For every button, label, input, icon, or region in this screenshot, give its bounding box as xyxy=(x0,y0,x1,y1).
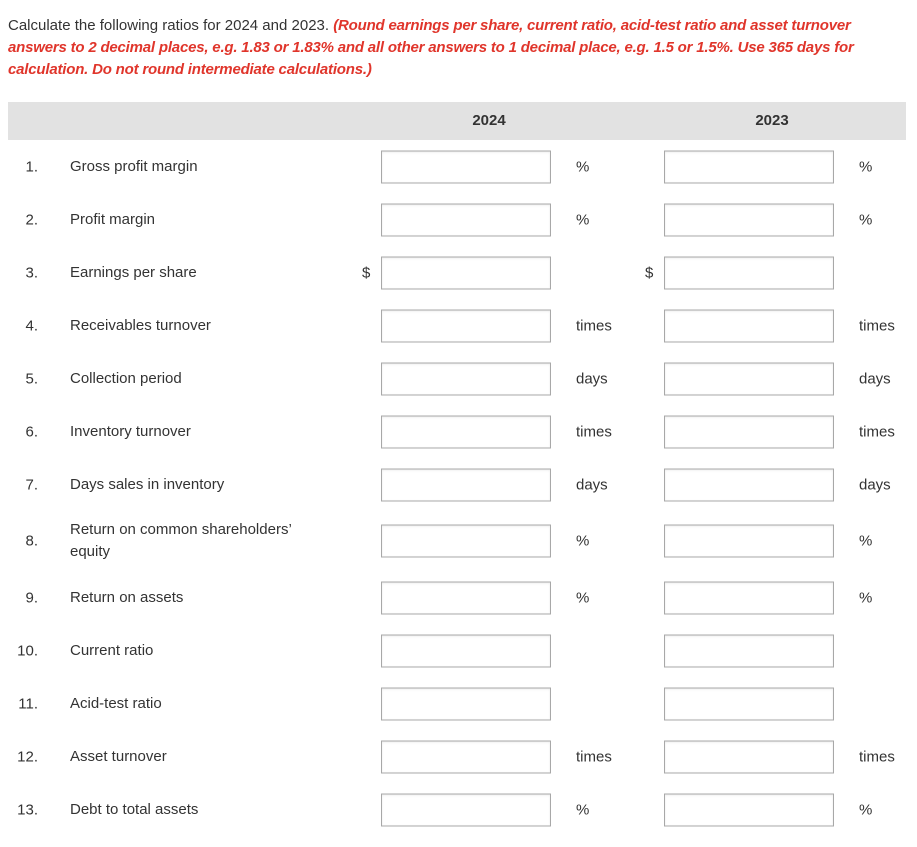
unit-label: % xyxy=(859,532,873,550)
row-number: 12. xyxy=(17,748,38,765)
acid-test-ratio-2023-input[interactable] xyxy=(664,687,834,720)
row-number: 6. xyxy=(25,423,38,440)
row-label: Collection period xyxy=(70,369,182,387)
unit-label: days xyxy=(576,476,608,493)
unit-label: % xyxy=(859,801,873,818)
unit-label: times xyxy=(576,748,612,765)
ratio-row-return-on-common-shareholders-equity xyxy=(0,511,917,571)
ratio-row-days-sales-in-inventory xyxy=(0,458,917,511)
row-number: 4. xyxy=(25,317,38,334)
profit-margin-2024-input[interactable] xyxy=(381,203,551,236)
earnings-per-share-2024-input[interactable] xyxy=(381,256,551,289)
ratio-row-receivables-turnover xyxy=(0,299,917,352)
row-label: Days sales in inventory xyxy=(70,475,225,493)
asset-turnover-2023-input[interactable] xyxy=(664,740,834,773)
unit-label: % xyxy=(576,532,590,550)
row-label: Return on common shareholders’ equity xyxy=(70,521,292,560)
ratio-row-asset-turnover xyxy=(0,730,917,783)
row-label: Gross profit margin xyxy=(70,157,198,175)
asset-turnover-2024-input[interactable] xyxy=(381,740,551,773)
days-sales-in-inventory-2023-input[interactable] xyxy=(664,468,834,501)
unit-label: % xyxy=(576,211,590,228)
row-label: Return on assets xyxy=(70,588,184,606)
ratio-row-profit-margin xyxy=(0,193,917,246)
receivables-turnover-2023-input[interactable] xyxy=(664,309,834,342)
unit-label: times xyxy=(576,317,612,334)
inventory-turnover-2024-input[interactable] xyxy=(381,415,551,448)
unit-label: times xyxy=(576,423,612,440)
collection-period-2023-input[interactable] xyxy=(664,362,834,395)
ratio-row-acid-test-ratio xyxy=(0,677,917,730)
unit-label: days xyxy=(859,370,891,387)
row-number: 2. xyxy=(25,211,38,228)
unit-label: % xyxy=(859,211,873,228)
ratio-row-inventory-turnover xyxy=(0,405,917,458)
inventory-turnover-2023-input[interactable] xyxy=(664,415,834,448)
dollar-sign: $ xyxy=(645,264,654,281)
ratio-row-return-on-assets xyxy=(0,571,917,624)
acid-test-ratio-2024-input[interactable] xyxy=(381,687,551,720)
row-label: Inventory turnover xyxy=(70,422,191,440)
ratio-row-earnings-per-share xyxy=(0,246,917,299)
unit-label: times xyxy=(859,748,895,765)
return-on-assets-2023-input[interactable] xyxy=(664,581,834,614)
row-label: Receivables turnover xyxy=(70,316,211,334)
row-label: Profit margin xyxy=(70,210,156,228)
ratio-row-collection-period xyxy=(0,352,917,405)
rounding-note: (Round earnings per share, current ratio, acid-test ratio and asset turnover answers to 2 decimal places, e.g. 1.83 or 1.83% and all other answers to 1 decimal place, e.g. 1.5 or 1.5%. Use 365 days for calculation. Do not round intermediate calculations.) xyxy=(8,17,854,78)
unit-label: times xyxy=(859,423,895,440)
instructions-text xyxy=(8,15,908,81)
row-label: Earnings per share xyxy=(70,263,197,281)
return-on-assets-2024-input[interactable] xyxy=(381,581,551,614)
column-header-2024: 2024 xyxy=(472,112,506,129)
ratio-row-gross-profit-margin xyxy=(0,140,917,193)
row-label: Asset turnover xyxy=(70,747,167,765)
unit-label: % xyxy=(859,589,873,606)
unit-label: days xyxy=(859,476,891,493)
unit-label: % xyxy=(576,158,590,175)
earnings-per-share-2023-input[interactable] xyxy=(664,256,834,289)
profit-margin-2023-input[interactable] xyxy=(664,203,834,236)
days-sales-in-inventory-2024-input[interactable] xyxy=(381,468,551,501)
row-number: 5. xyxy=(25,370,38,387)
collection-period-2024-input[interactable] xyxy=(381,362,551,395)
row-number: 11. xyxy=(18,695,38,712)
row-number: 8. xyxy=(25,532,38,550)
row-number: 7. xyxy=(25,476,38,493)
column-header-2023: 2023 xyxy=(755,112,789,129)
unit-label: times xyxy=(859,317,895,334)
debt-to-total-assets-2024-input[interactable] xyxy=(381,793,551,826)
row-label: Acid-test ratio xyxy=(70,694,162,712)
unit-label: days xyxy=(576,370,608,387)
row-number: 13. xyxy=(17,801,38,818)
row-number: 1. xyxy=(25,158,38,175)
gross-profit-margin-2023-input[interactable] xyxy=(664,150,834,183)
debt-to-total-assets-2023-input[interactable] xyxy=(664,793,834,826)
dollar-sign: $ xyxy=(362,264,371,281)
receivables-turnover-2024-input[interactable] xyxy=(381,309,551,342)
row-number: 10. xyxy=(17,642,38,659)
row-number: 3. xyxy=(25,264,38,281)
row-label: Current ratio xyxy=(70,641,154,659)
return-on-equity-2023-input[interactable] xyxy=(664,525,834,558)
unit-label: % xyxy=(576,801,590,818)
instructions-intro: Calculate the following ratios for 2024 and 2023. xyxy=(8,17,334,34)
row-label: Debt to total assets xyxy=(70,800,199,818)
return-on-equity-2024-input[interactable] xyxy=(381,525,551,558)
unit-label: % xyxy=(859,158,873,175)
row-number: 9. xyxy=(25,589,38,606)
ratio-row-debt-to-total-assets xyxy=(0,783,917,836)
current-ratio-2024-input[interactable] xyxy=(381,634,551,667)
unit-label: % xyxy=(576,589,590,606)
current-ratio-2023-input[interactable] xyxy=(664,634,834,667)
gross-profit-margin-2024-input[interactable] xyxy=(381,150,551,183)
ratio-row-current-ratio xyxy=(0,624,917,677)
